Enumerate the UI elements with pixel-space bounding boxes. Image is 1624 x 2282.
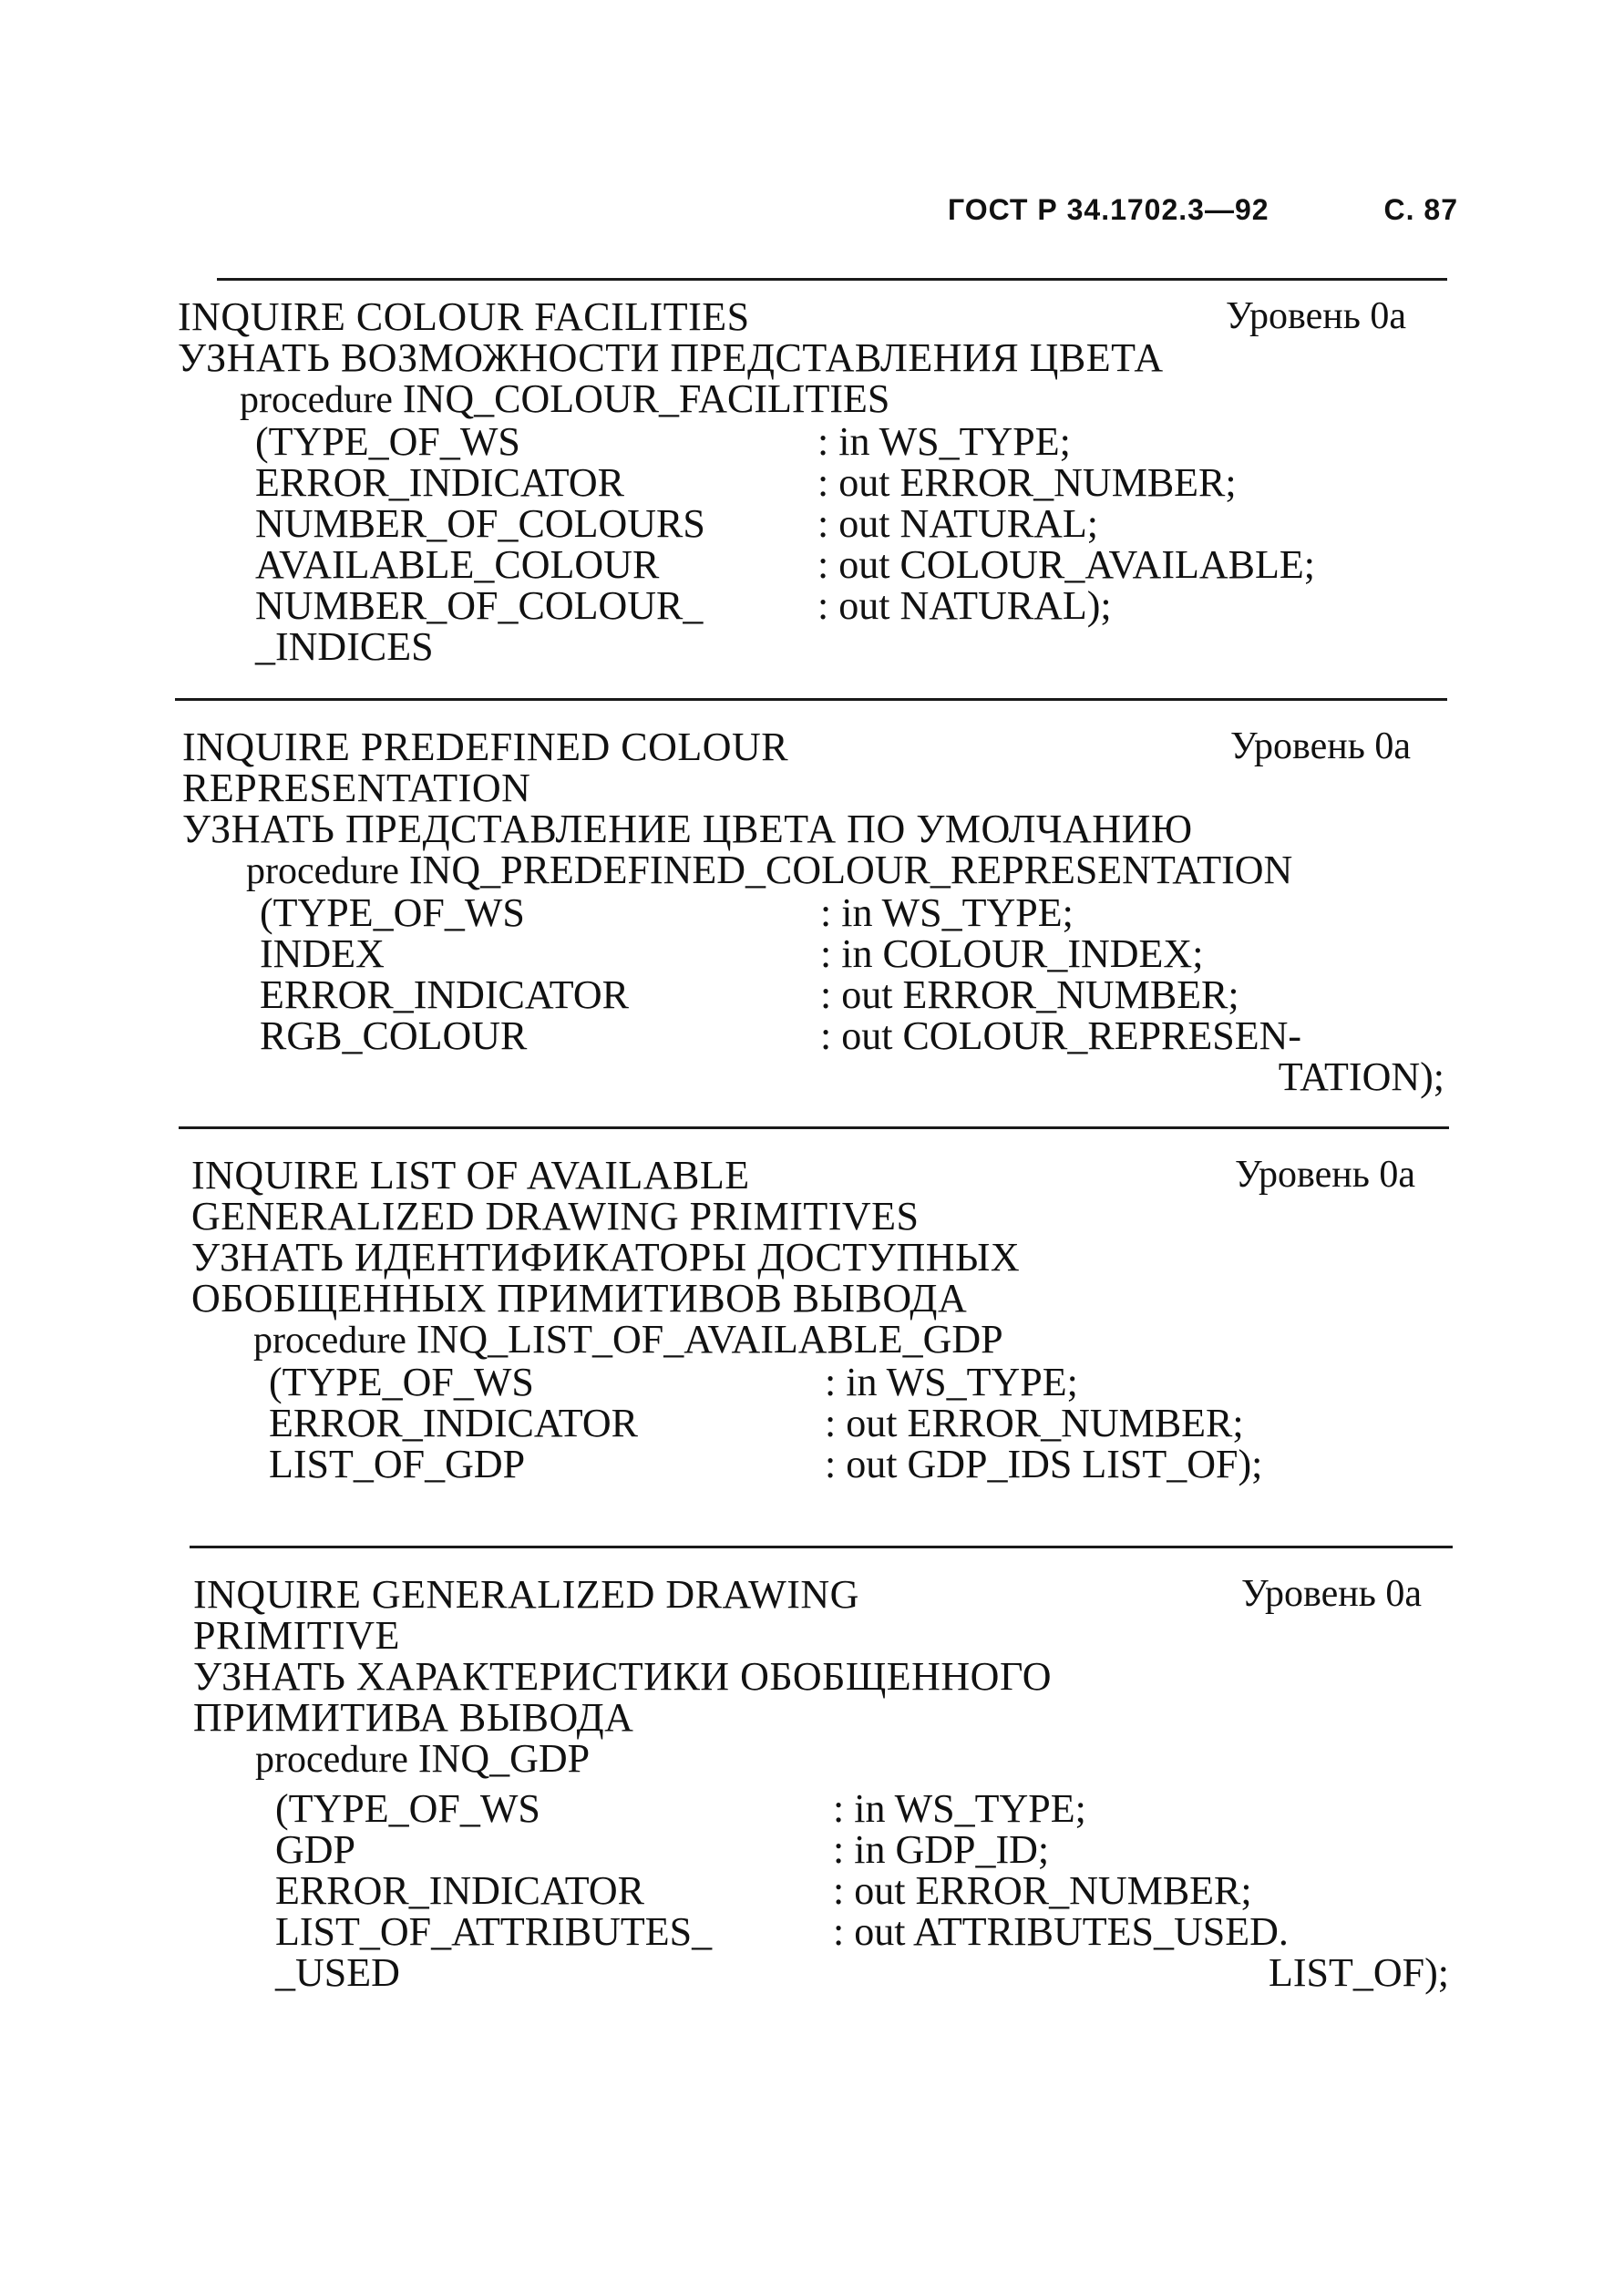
param-name: LIST_OF_ATTRIBUTES_ <box>275 1909 713 1954</box>
param-type: : out COLOUR_REPRESEN- <box>820 1013 1302 1058</box>
param-row <box>275 1788 1455 1829</box>
section-title-en: INQUIRE GENERALIZED DRAWING <box>193 1572 859 1617</box>
procedure-keyword: procedure <box>246 850 399 892</box>
parameter-list <box>255 421 1444 667</box>
param-type: : in WS_TYPE; <box>825 1360 1078 1404</box>
param-row <box>260 892 1449 933</box>
section-title-en: GENERALIZED DRAWING PRIMITIVES <box>191 1194 920 1239</box>
param-name: _USED <box>275 1950 400 1995</box>
section-title-en: REPRESENTATION <box>182 766 531 810</box>
param-type: : in WS_TYPE; <box>817 419 1071 464</box>
param-name: (TYPE_OF_WS <box>260 890 525 935</box>
param-type: : in GDP_ID; <box>833 1827 1050 1872</box>
section-title-ru: УЗНАТЬ ИДЕНТИФИКАТОРЫ ДОСТУПНЫХ <box>191 1235 1021 1280</box>
section-generalized-drawing-primitive <box>193 1574 1455 1993</box>
param-row <box>269 1403 1454 1444</box>
section-colour-facilities <box>178 296 1444 667</box>
param-type: : out ERROR_NUMBER; <box>825 1401 1244 1445</box>
procedure-name: INQ_LIST_OF_AVAILABLE_GDP <box>416 1317 1003 1362</box>
param-row <box>260 1015 1449 1056</box>
continuation-text: LIST_OF); <box>1269 1950 1449 1995</box>
level-label: Уровень 0а <box>1241 1573 1423 1615</box>
param-name: INDEX <box>260 931 385 976</box>
divider-3 <box>179 1126 1449 1129</box>
divider-1 <box>217 278 1447 281</box>
parameter-list <box>269 1362 1454 1485</box>
param-row <box>255 462 1444 503</box>
param-type: : out ERROR_NUMBER; <box>817 460 1237 505</box>
param-row <box>255 544 1444 585</box>
param-type: : out COLOUR_AVAILABLE; <box>817 542 1315 587</box>
param-name: ERROR_INDICATOR <box>260 972 630 1017</box>
param-name: (TYPE_OF_WS <box>275 1786 540 1831</box>
section-predefined-colour-representation <box>182 726 1449 1097</box>
procedure-name: INQ_GDP <box>417 1736 591 1781</box>
param-name: RGB_COLOUR <box>260 1013 528 1058</box>
param-row <box>275 1952 1455 1993</box>
param-name: NUMBER_OF_COLOUR_ <box>255 583 704 628</box>
param-row <box>269 1444 1454 1485</box>
procedure-name: INQ_PREDEFINED_COLOUR_REPRESENTATION <box>408 848 1293 892</box>
param-type: : in COLOUR_INDEX; <box>820 931 1204 976</box>
procedure-keyword: procedure <box>253 1320 406 1362</box>
param-row <box>275 1911 1455 1952</box>
procedure-line <box>191 1319 1454 1362</box>
param-name: AVAILABLE_COLOUR <box>255 542 660 587</box>
param-row <box>255 421 1444 462</box>
procedure-line <box>193 1738 1455 1781</box>
continuation-text: TATION); <box>1278 1054 1444 1099</box>
procedure-keyword: procedure <box>240 379 393 421</box>
divider-4 <box>190 1546 1453 1548</box>
param-type: : out ERROR_NUMBER; <box>833 1868 1252 1913</box>
parameter-list <box>275 1788 1455 1993</box>
param-name: (TYPE_OF_WS <box>255 419 520 464</box>
param-row <box>275 1870 1455 1911</box>
param-name: ERROR_INDICATOR <box>255 460 625 505</box>
section-list-of-available-gdp <box>191 1155 1454 1485</box>
level-label: Уровень 0а <box>1226 295 1407 337</box>
section-title-en: INQUIRE LIST OF AVAILABLE <box>191 1153 750 1198</box>
section-title-en: INQUIRE COLOUR FACILITIES <box>178 294 750 339</box>
param-row <box>260 933 1449 974</box>
param-type: : in WS_TYPE; <box>820 890 1074 935</box>
level-label: Уровень 0а <box>1235 1154 1416 1196</box>
param-type: : out NATURAL); <box>817 583 1112 628</box>
page-number: С. 87 <box>1383 193 1458 226</box>
procedure-line <box>178 378 1444 421</box>
procedure-line <box>182 849 1449 892</box>
section-title-ru: УЗНАТЬ ВОЗМОЖНОСТИ ПРЕДСТАВЛЕНИЯ ЦВЕТА <box>178 335 1164 380</box>
param-row <box>255 503 1444 544</box>
param-name: ERROR_INDICATOR <box>275 1868 645 1913</box>
param-row <box>260 974 1449 1015</box>
parameter-list <box>260 892 1449 1097</box>
standard-number: ГОСТ Р 34.1702.3—92 <box>948 193 1269 226</box>
param-row <box>269 1362 1454 1403</box>
page-header <box>948 193 1458 239</box>
param-type: : out NATURAL; <box>817 501 1098 546</box>
param-name: (TYPE_OF_WS <box>269 1360 534 1404</box>
type-continuation <box>260 1056 1444 1097</box>
param-row <box>255 585 1444 626</box>
param-row <box>275 1829 1455 1870</box>
level-label: Уровень 0а <box>1230 725 1412 767</box>
param-type: : in WS_TYPE; <box>833 1786 1086 1831</box>
param-name: NUMBER_OF_COLOURS <box>255 501 705 546</box>
param-type: : out GDP_IDS LIST_OF); <box>825 1442 1263 1486</box>
divider-2 <box>175 698 1447 701</box>
section-title-ru: ОБОБЩЕННЫХ ПРИМИТИВОВ ВЫВОДА <box>191 1276 968 1321</box>
section-title-en: INQUIRE PREDEFINED COLOUR <box>182 725 789 769</box>
section-title-en: PRIMITIVE <box>193 1613 400 1658</box>
param-name: _INDICES <box>255 624 434 669</box>
param-type: : out ERROR_NUMBER; <box>820 972 1239 1017</box>
section-title-ru: ПРИМИТИВА ВЫВОДА <box>193 1695 634 1740</box>
procedure-keyword: procedure <box>255 1739 408 1781</box>
param-type: : out ATTRIBUTES_USED. <box>833 1909 1289 1954</box>
param-name: ERROR_INDICATOR <box>269 1401 639 1445</box>
section-title-ru: УЗНАТЬ ПРЕДСТАВЛЕНИЕ ЦВЕТА ПО УМОЛЧАНИЮ <box>182 807 1193 851</box>
param-name: GDP <box>275 1827 356 1872</box>
param-row <box>255 626 1444 667</box>
section-title-ru: УЗНАТЬ ХАРАКТЕРИСТИКИ ОБОБЩЕННОГО <box>193 1654 1053 1699</box>
procedure-name: INQ_COLOUR_FACILITIES <box>402 376 890 421</box>
param-name: LIST_OF_GDP <box>269 1442 526 1486</box>
